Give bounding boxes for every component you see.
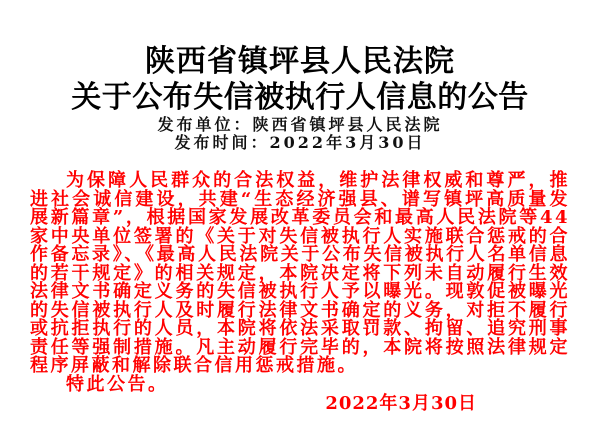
announcement-title: 关于公布失信被执行人信息的公告 <box>71 80 529 115</box>
signature-date: 2022年3月30日 <box>325 393 477 414</box>
publisher-value: 陕西省镇坪县人民法院 <box>252 115 443 134</box>
publish-time-value: 2022年3月30日 <box>269 133 426 152</box>
publish-time-line <box>0 134 600 152</box>
closing-statement: 特此公告。 <box>66 373 169 395</box>
publish-time-label: 发布时间： <box>174 133 270 152</box>
publisher-label: 发布单位： <box>157 115 253 134</box>
announcement-body-paragraph: 为保障人民群众的合法权益，维护法律权威和尊严，推进社会诚信建设，共建“生态经济强县、谱写镇坪高质量发展新篇章”，根据国家发展改革委员会和最高人民法院等44家中央单位签署的《关于对失信被执行人实施联合惩戒的合作备忘录》、《最高人民法院关于公布失信被执行人名单信息的若干规定》的相关规定，本院决定将下列未自动履行生效法律文书确定义务的失信被执行人予以曝光。现敦促被曝光的失信被执行人及时履行法律文书确定的义务，对拒不履行或抗拒执行的人员，本院将依法采取罚款、拘留、追究刑事责任等强制措施。凡主动履行完毕的，本院将按照法律规定程序屏蔽和解除联合信用惩戒措施。 <box>30 170 570 376</box>
court-name-title: 陕西省镇坪县人民法院 <box>145 44 455 79</box>
publisher-line <box>0 116 600 134</box>
